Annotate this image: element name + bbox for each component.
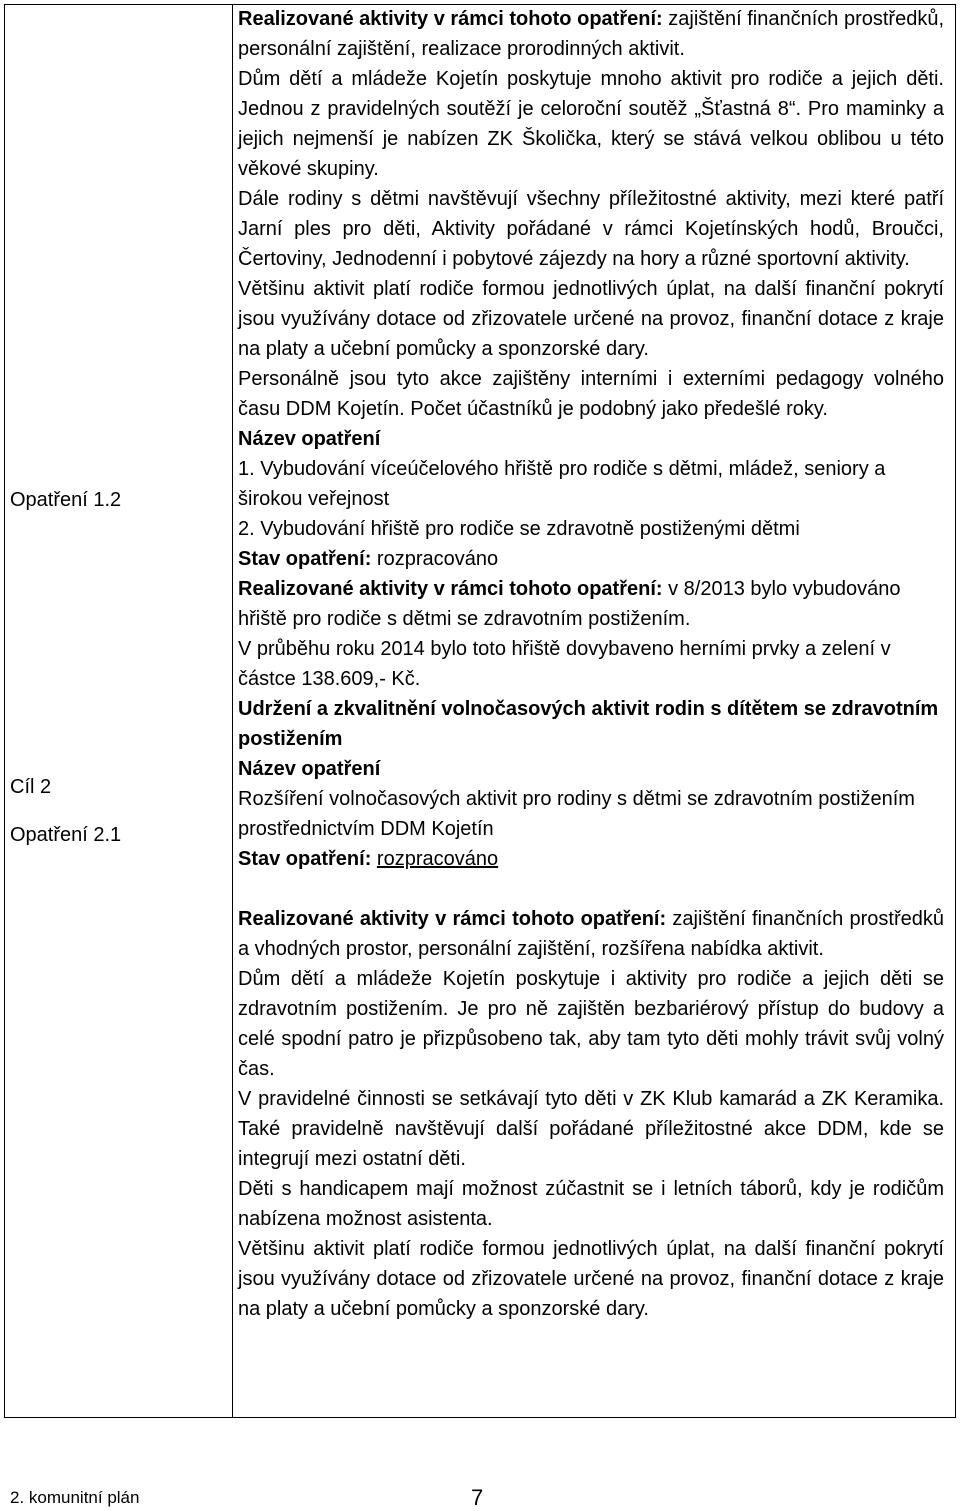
s3-paragraph-3: Děti s handicapem mají možnost zúčastnit se i letních táborů, kdy je rodičům nabízena možnost asistenta. [238, 1178, 944, 1230]
s1-realized-activities [238, 4, 944, 64]
label-opatreni-1-2: Opatření 1.2 [10, 489, 122, 511]
s1-paragraph-3: Většinu aktivit platí rodiče formou jednotlivých úplat, na další finanční pokrytí jsou využívány dotace od zřizovatele určené na provoz, finanční dotace z kraje na platy a učební pomůcky a sponzorské dary. [238, 278, 944, 360]
s2-realized-text: v 8/2013 bylo vybudováno hřiště pro rodiče s dětmi se zdravotním postižením. [238, 578, 901, 630]
s2-status-value: rozpracováno [371, 548, 499, 570]
s1-realized-text: zajištění finančních prostředků, personální zajištění, realizace prorodinných aktivit. [238, 8, 944, 60]
s1-paragraph-2: Dále rodiny s dětmi navštěvují všechny příležitostné aktivity, mezi které patří Jarní ples pro děti, Aktivity pořádané v rámci Kojetínských hodů, Broučci, Čertoviny, Jednodenní i pobytové zájezdy na hory a různé sportovní aktivity. [238, 188, 944, 270]
label-cil-2: Cíl 2 [10, 776, 52, 798]
s3-status [238, 844, 944, 874]
s2-nazev-label: Název opatření [238, 428, 381, 450]
s2-status [238, 544, 944, 574]
spacer [238, 874, 944, 904]
s3-paragraph-1: Dům dětí a mládeže Kojetín poskytuje i aktivity pro rodiče a jejich děti se zdravotním postižením. Je pro ně zajištěn bezbariérový přístup do budovy a celé spodní patro je přizpůsobeno tak, aby tam tyto děti mohly trávit svůj volný čas. [238, 968, 944, 1080]
s3-realized-label: Realizované aktivity v rámci tohoto opatření: [238, 908, 667, 930]
footer-page-number: 7 [471, 1485, 484, 1510]
content-column [238, 4, 944, 1324]
s3-realized-text: zajištění finančních prostředků a vhodných prostor, personální zajištění, rozšířena nabídka aktivit. [238, 908, 944, 960]
column-divider [232, 5, 233, 1417]
s3-nazev-text: Rozšíření volnočasových aktivit pro rodiny s dětmi se zdravotním postižením prostřednictvím DDM Kojetín [238, 788, 915, 840]
s1-paragraph-4: Personálně jsou tyto akce zajištěny interními i externími pedagogy volného času DDM Kojetín. Počet účastníků je podobný jako předešlé roky. [238, 368, 944, 420]
s3-paragraph-4: Většinu aktivit platí rodiče formou jednotlivých úplat, na další finanční pokrytí jsou využívány dotace od zřizovatele určené na provoz, finanční dotace z kraje na platy a učební pomůcky a sponzorské dary. [238, 1238, 944, 1320]
s3-status-value: rozpracováno [376, 848, 499, 870]
s3-nazev-label: Název opatření [238, 758, 381, 780]
s2-realized-label: Realizované aktivity v rámci tohoto opatření: [238, 578, 663, 600]
s2-item-1: 1. Vybudování víceúčelového hřiště pro rodiče s dětmi, mládež, seniory a širokou veřejnost [238, 458, 886, 510]
s3-realized-activities [238, 904, 944, 964]
s2-item-2: 2. Vybudování hřiště pro rodiče se zdravotně postiženými dětmi [238, 518, 800, 540]
s1-paragraph-1: Dům dětí a mládeže Kojetín poskytuje mnoho aktivit pro rodiče a jejich děti. Jednou z pravidelných soutěží je celoroční soutěž „Šťastná 8“. Pro maminky a jejich nejmenší je nabízen ZK Školička, který se stává velkou oblibou u této věkové skupiny. [238, 68, 944, 180]
s2-status-label: Stav opatření: [238, 548, 372, 570]
footer-document-name: 2. komunitní plán [10, 1488, 140, 1507]
s1-realized-label: Realizované aktivity v rámci tohoto opatření: [238, 8, 663, 30]
s2-realized-activities [238, 574, 944, 634]
s2-paragraph-1: V průběhu roku 2014 bylo toto hřiště dovybaveno herními prvky a zelení v částce 138.609,- Kč. [238, 638, 891, 690]
s3-status-label: Stav opatření: [238, 848, 372, 870]
s3-paragraph-2: V pravidelné činnosti se setkávají tyto děti v ZK Klub kamarád a ZK Keramika. Také pravidelně navštěvují další pořádané příležitostné akce DDM, kde se integrují mezi ostatní děti. [238, 1088, 944, 1170]
label-opatreni-2-1: Opatření 2.1 [10, 824, 122, 846]
s3-goal-title: Udržení a zkvalitnění volnočasových aktivit rodin s dítětem se zdravotním postižením [238, 698, 939, 750]
